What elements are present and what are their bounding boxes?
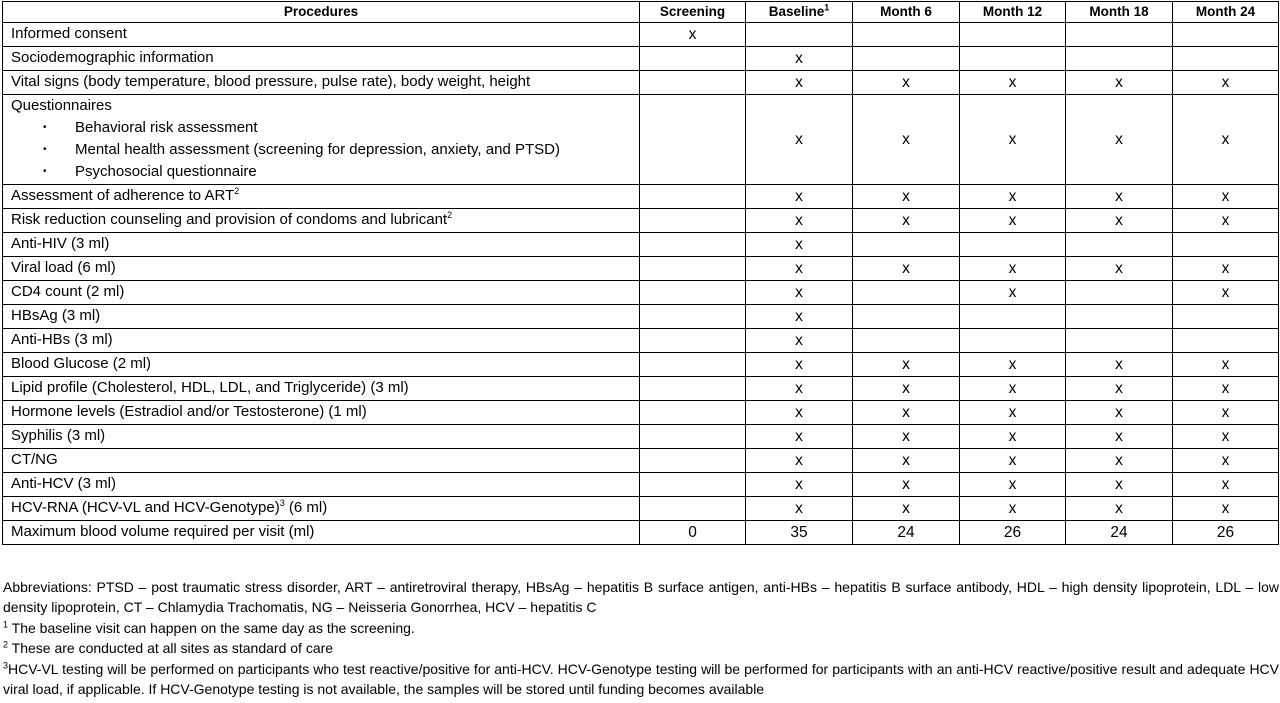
cell-baseline: x: [746, 71, 853, 95]
procedure-label: Anti-HIV (3 ml): [3, 233, 640, 257]
cell-month-18: 24: [1066, 521, 1173, 545]
footnote-1: [3, 618, 1279, 638]
cell-screening: [640, 209, 746, 233]
cell-baseline: x: [746, 449, 853, 473]
cell-month-6: x: [853, 377, 960, 401]
cell-month-24: x: [1173, 425, 1279, 449]
procedure-label-text: HCV-RNA (HCV-VL and HCV-Genotype): [11, 499, 280, 516]
cell-month-6: [853, 329, 960, 353]
cell-month-24: [1173, 305, 1279, 329]
list-item: [11, 117, 639, 139]
col-header-month-18: Month 18: [1066, 2, 1173, 23]
cell-baseline: x: [746, 281, 853, 305]
table-row-sociodemographic: [3, 47, 1279, 71]
cell-month-18: x: [1066, 377, 1173, 401]
footnote-marker: 2: [447, 210, 453, 220]
cell-month-6: x: [853, 185, 960, 209]
cell-month-24: x: [1173, 401, 1279, 425]
col-header-month-24: Month 24: [1173, 2, 1279, 23]
cell-month-6: x: [853, 95, 960, 185]
cell-month-12: x: [960, 257, 1066, 281]
cell-month-6: x: [853, 209, 960, 233]
procedure-label: Viral load (6 ml): [3, 257, 640, 281]
cell-month-12: x: [960, 209, 1066, 233]
cell-month-24: x: [1173, 257, 1279, 281]
bullet-icon: •: [43, 166, 47, 177]
questionnaire-list: [11, 117, 639, 183]
cell-month-24: [1173, 47, 1279, 71]
cell-month-12: x: [960, 71, 1066, 95]
cell-month-6: x: [853, 257, 960, 281]
procedure-label: [3, 497, 640, 521]
cell-month-18: x: [1066, 473, 1173, 497]
cell-month-18: [1066, 47, 1173, 71]
footnote-marker: 1: [824, 2, 830, 13]
col-header-baseline-label: Baseline: [768, 4, 825, 19]
cell-baseline: x: [746, 257, 853, 281]
col-header-baseline: [746, 2, 853, 23]
cell-month-12: [960, 305, 1066, 329]
procedures-schedule-table: [2, 1, 1279, 545]
cell-month-6: x: [853, 473, 960, 497]
cell-screening: [640, 449, 746, 473]
cell-baseline: x: [746, 353, 853, 377]
cell-baseline: x: [746, 185, 853, 209]
procedure-label: Lipid profile (Cholesterol, HDL, LDL, and Triglyceride) (3 ml): [3, 377, 640, 401]
cell-month-18: [1066, 23, 1173, 47]
cell-screening: [640, 281, 746, 305]
cell-month-6: x: [853, 353, 960, 377]
table-row-hormone-levels: [3, 401, 1279, 425]
table-row-anti-hiv: [3, 233, 1279, 257]
footnote-marker: 1: [3, 619, 9, 630]
footnote-text: These are conducted at all sites as standard of care: [8, 640, 334, 657]
cell-screening: x: [640, 23, 746, 47]
cell-month-12: x: [960, 401, 1066, 425]
cell-month-18: [1066, 305, 1173, 329]
cell-month-18: x: [1066, 185, 1173, 209]
cell-screening: [640, 329, 746, 353]
footnote-marker: 3: [279, 498, 285, 508]
cell-month-24: x: [1173, 95, 1279, 185]
cell-screening: [640, 401, 746, 425]
cell-month-12: x: [960, 449, 1066, 473]
cell-month-12: x: [960, 185, 1066, 209]
cell-month-18: [1066, 329, 1173, 353]
cell-month-12: x: [960, 353, 1066, 377]
procedure-label: CT/NG: [3, 449, 640, 473]
table-row-anti-hcv: [3, 473, 1279, 497]
footnote-marker: 2: [234, 186, 240, 196]
cell-month-12: [960, 233, 1066, 257]
procedure-label: HBsAg (3 ml): [3, 305, 640, 329]
list-item-label: Mental health assessment (screening for depression, anxiety, and PTSD): [75, 141, 560, 158]
table-footnotes: [3, 577, 1279, 699]
table-row-hcv-rna: [3, 497, 1279, 521]
table-row-cd4-count: [3, 281, 1279, 305]
cell-month-18: x: [1066, 257, 1173, 281]
cell-month-18: x: [1066, 95, 1173, 185]
procedure-label: Hormone levels (Estradiol and/or Testosterone) (1 ml): [3, 401, 640, 425]
cell-month-12: 26: [960, 521, 1066, 545]
cell-screening: 0: [640, 521, 746, 545]
bullet-icon: •: [43, 144, 47, 155]
cell-month-24: x: [1173, 185, 1279, 209]
cell-month-18: x: [1066, 449, 1173, 473]
cell-baseline: 35: [746, 521, 853, 545]
table-row-adherence: [3, 185, 1279, 209]
cell-screening: [640, 305, 746, 329]
cell-month-24: x: [1173, 209, 1279, 233]
cell-screening: [640, 47, 746, 71]
procedure-label: [3, 185, 640, 209]
procedure-label: Syphilis (3 ml): [3, 425, 640, 449]
cell-screening: [640, 71, 746, 95]
cell-baseline: x: [746, 95, 853, 185]
procedure-label-volume: (6 ml): [284, 499, 328, 516]
cell-screening: [640, 377, 746, 401]
table-row-informed-consent: [3, 23, 1279, 47]
cell-baseline: x: [746, 377, 853, 401]
table-row-max-blood-volume: [3, 521, 1279, 545]
cell-month-12: x: [960, 281, 1066, 305]
cell-screening: [640, 185, 746, 209]
cell-baseline: x: [746, 401, 853, 425]
list-item: [11, 161, 639, 183]
cell-baseline: x: [746, 329, 853, 353]
cell-month-12: x: [960, 377, 1066, 401]
procedure-label: CD4 count (2 ml): [3, 281, 640, 305]
cell-month-18: x: [1066, 353, 1173, 377]
cell-month-12: [960, 329, 1066, 353]
procedure-label: Informed consent: [3, 23, 640, 47]
procedure-label-questionnaires: [3, 95, 640, 185]
col-header-month-12: Month 12: [960, 2, 1066, 23]
cell-month-12: x: [960, 425, 1066, 449]
cell-screening: [640, 233, 746, 257]
footnote-3: [3, 659, 1279, 700]
cell-screening: [640, 497, 746, 521]
table-row-lipid-profile: [3, 377, 1279, 401]
cell-month-12: x: [960, 95, 1066, 185]
cell-month-24: [1173, 233, 1279, 257]
table-row-vital-signs: [3, 71, 1279, 95]
procedure-label-text: Risk reduction counseling and provision of condoms and lubricant: [11, 211, 448, 228]
cell-month-18: [1066, 233, 1173, 257]
cell-month-6: x: [853, 71, 960, 95]
list-item-label: Behavioral risk assessment: [75, 119, 258, 136]
cell-month-6: x: [853, 449, 960, 473]
cell-month-24: x: [1173, 497, 1279, 521]
cell-month-6: [853, 47, 960, 71]
cell-month-24: [1173, 329, 1279, 353]
procedure-label: Sociodemographic information: [3, 47, 640, 71]
procedure-label: Blood Glucose (2 ml): [3, 353, 640, 377]
procedure-label: Anti-HBs (3 ml): [3, 329, 640, 353]
cell-screening: [640, 257, 746, 281]
cell-month-24: x: [1173, 71, 1279, 95]
cell-month-24: x: [1173, 449, 1279, 473]
cell-month-24: x: [1173, 377, 1279, 401]
procedure-label: [3, 209, 640, 233]
cell-month-6: [853, 23, 960, 47]
header-row: [3, 2, 1279, 23]
questionnaires-title: Questionnaires: [11, 97, 112, 114]
cell-month-12: x: [960, 473, 1066, 497]
cell-month-12: [960, 47, 1066, 71]
cell-month-6: x: [853, 497, 960, 521]
cell-month-18: x: [1066, 209, 1173, 233]
cell-month-18: x: [1066, 71, 1173, 95]
table-row-blood-glucose: [3, 353, 1279, 377]
footnote-marker: 3: [3, 659, 9, 670]
cell-month-6: [853, 305, 960, 329]
cell-baseline: x: [746, 47, 853, 71]
col-header-screening: Screening: [640, 2, 746, 23]
cell-baseline: x: [746, 473, 853, 497]
procedure-label: Maximum blood volume required per visit (ml): [3, 521, 640, 545]
cell-month-18: [1066, 281, 1173, 305]
cell-month-24: 26: [1173, 521, 1279, 545]
cell-month-24: x: [1173, 353, 1279, 377]
table-row-anti-hbs: [3, 329, 1279, 353]
cell-baseline: x: [746, 233, 853, 257]
cell-month-24: x: [1173, 281, 1279, 305]
footnote-marker: 2: [3, 639, 9, 650]
cell-month-6: x: [853, 401, 960, 425]
table-row-hbsag: [3, 305, 1279, 329]
cell-screening: [640, 473, 746, 497]
table-row-questionnaires: [3, 95, 1279, 185]
cell-month-6: x: [853, 425, 960, 449]
list-item-label: Psychosocial questionnaire: [75, 163, 257, 180]
procedure-label: Anti-HCV (3 ml): [3, 473, 640, 497]
cell-month-12: [960, 23, 1066, 47]
cell-month-18: x: [1066, 401, 1173, 425]
procedure-label: Vital signs (body temperature, blood pressure, pulse rate), body weight, height: [3, 71, 640, 95]
table-row-syphilis: [3, 425, 1279, 449]
cell-month-18: x: [1066, 425, 1173, 449]
cell-screening: [640, 425, 746, 449]
cell-baseline: x: [746, 209, 853, 233]
footnote-text: The baseline visit can happen on the same day as the screening.: [8, 619, 415, 636]
cell-month-6: [853, 233, 960, 257]
cell-month-6: [853, 281, 960, 305]
cell-month-12: x: [960, 497, 1066, 521]
cell-baseline: x: [746, 305, 853, 329]
cell-month-18: x: [1066, 497, 1173, 521]
cell-month-24: x: [1173, 473, 1279, 497]
table-row-viral-load: [3, 257, 1279, 281]
cell-month-6: 24: [853, 521, 960, 545]
col-header-month-6: Month 6: [853, 2, 960, 23]
footnote-2: [3, 638, 1279, 658]
cell-screening: [640, 353, 746, 377]
bullet-icon: •: [43, 122, 47, 133]
table-row-risk-counseling: [3, 209, 1279, 233]
col-header-procedures: Procedures: [3, 2, 640, 23]
table-row-ct-ng: [3, 449, 1279, 473]
cell-baseline: x: [746, 425, 853, 449]
abbreviations-note: Abbreviations: PTSD – post traumatic stress disorder, ART – antiretroviral therapy, HBsAg – hepatitis B surface antigen, anti-HBs – hepatitis B surface antibody, HDL – high density lipoprotein, LDL – low density lipoprotein, CT – Chlamydia Trachomatis, NG – Neisseria Gonorrhea, HCV – hepatitis C: [3, 579, 1279, 616]
list-item: [11, 139, 639, 161]
cell-baseline: [746, 23, 853, 47]
cell-baseline: x: [746, 497, 853, 521]
cell-screening: [640, 95, 746, 185]
footnote-text: HCV-VL testing will be performed on participants who test reactive/positive for anti-HCV. HCV-Genotype testing will be performed for participants with an anti-HCV reactive/positive result and adequate HCV viral load, if applicable. If HCV-Genotype testing is not available, the samples will be stored until funding becomes available: [3, 660, 1279, 698]
procedure-label-text: Assessment of adherence to ART: [11, 187, 235, 204]
cell-month-24: [1173, 23, 1279, 47]
